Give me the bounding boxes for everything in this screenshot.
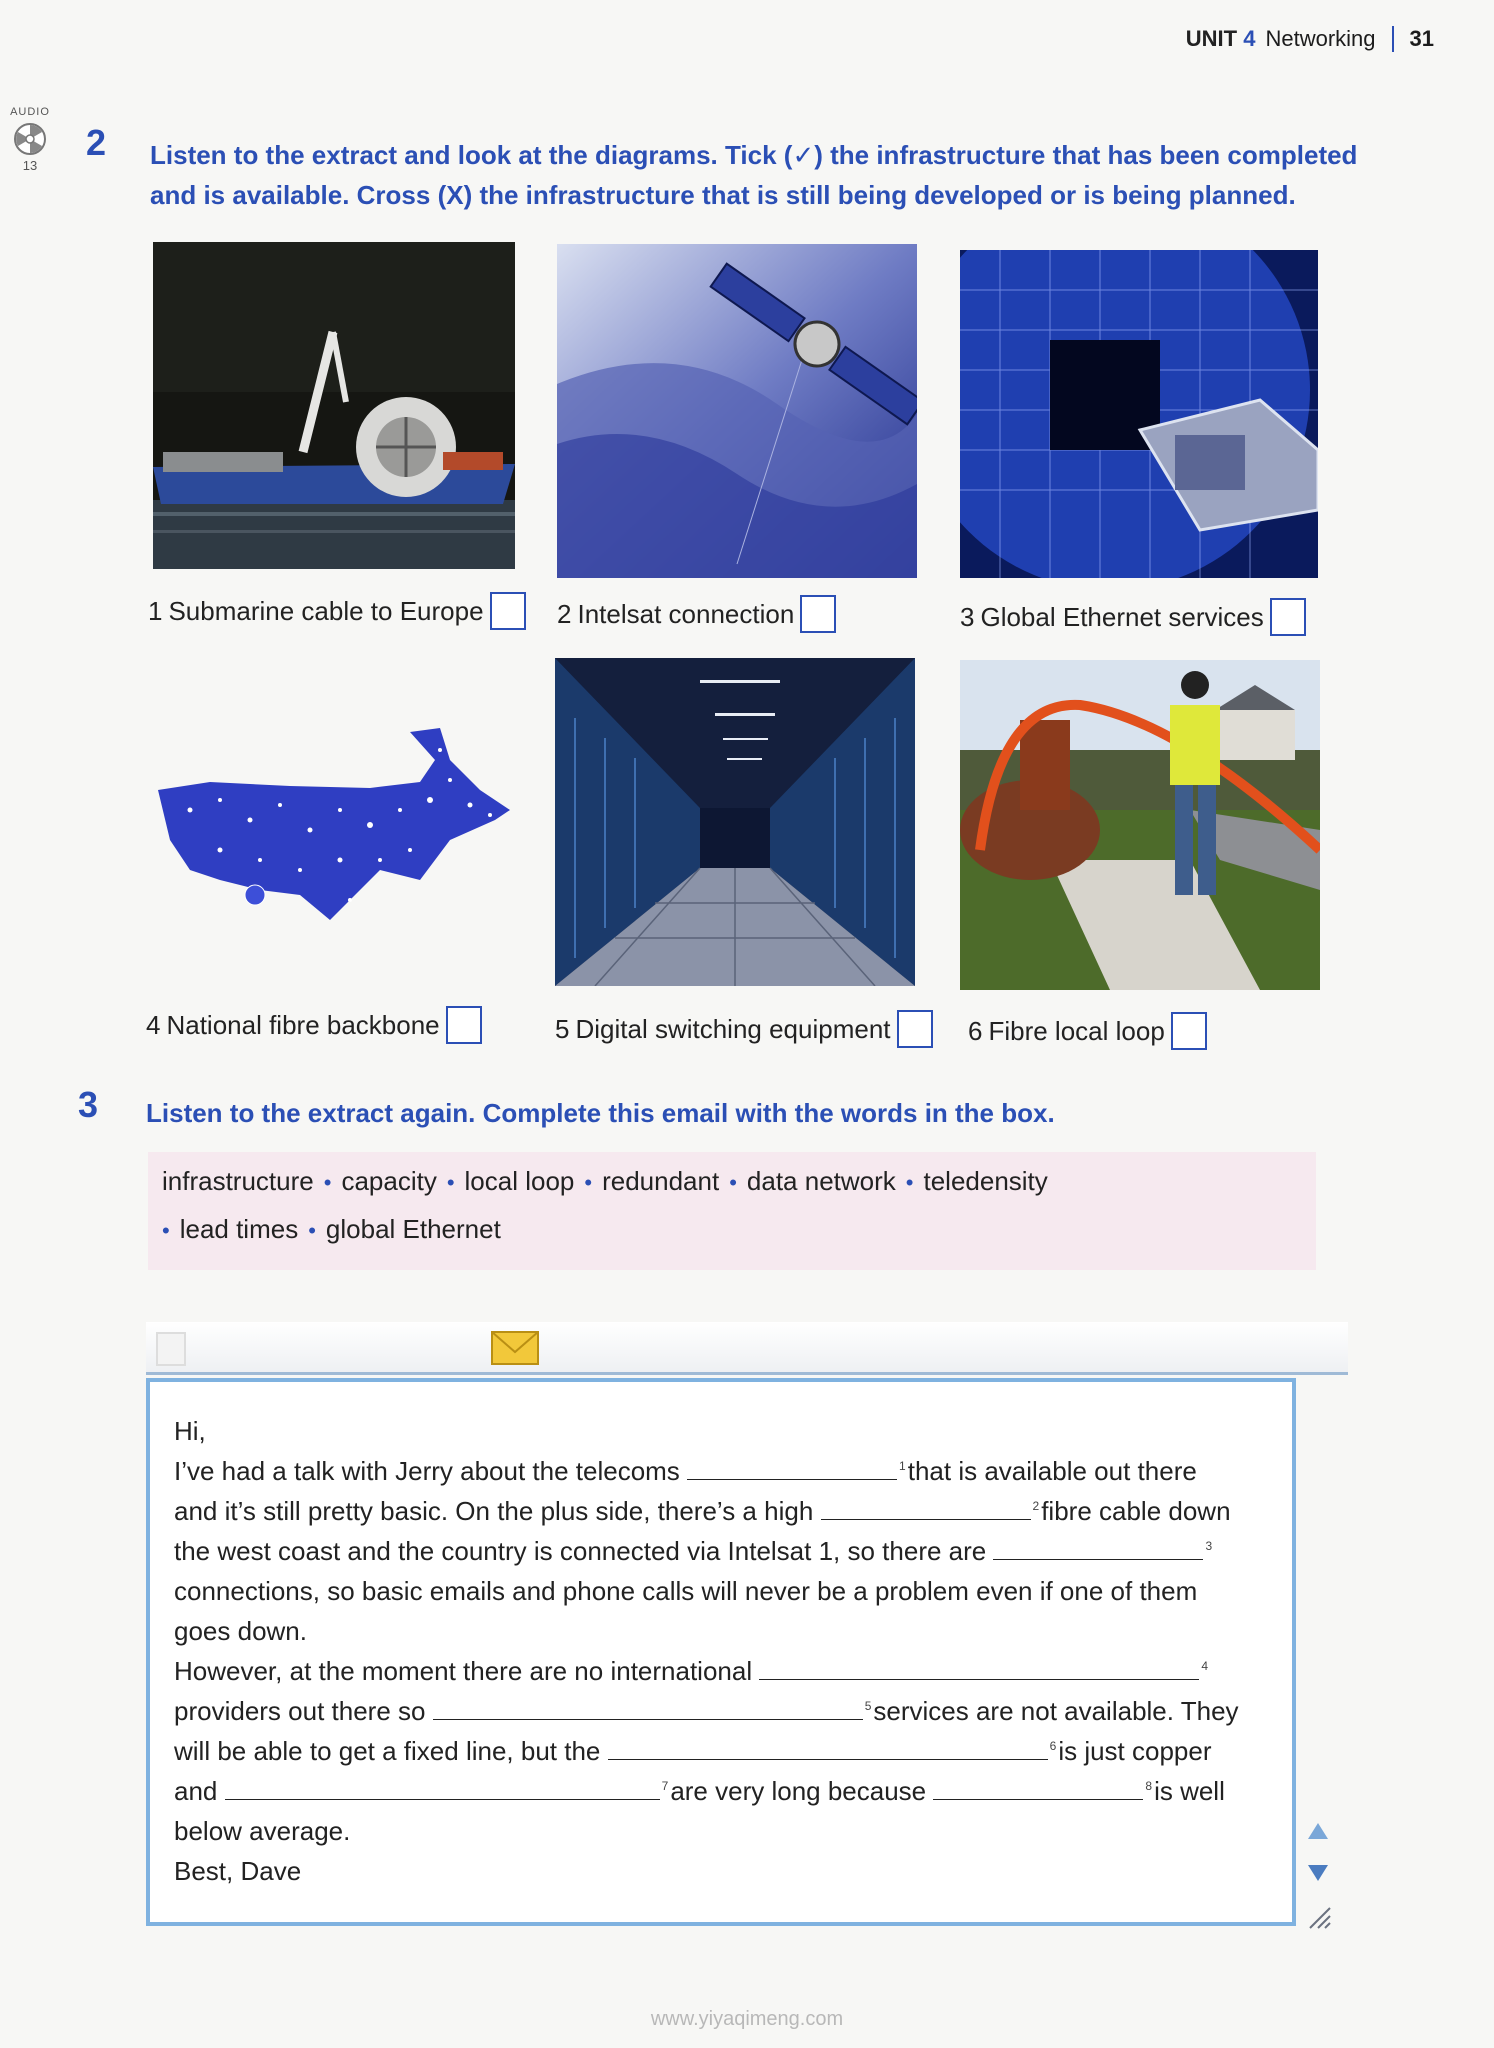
word-lead-times: lead times — [179, 1214, 299, 1244]
email-line-10: below average. — [174, 1816, 351, 1846]
email-line-7: providers out there so $^5$services are not available. They — [174, 1696, 1239, 1726]
email-line-6: However, at the moment there are no international $^4$ — [174, 1656, 1209, 1686]
item-1-tickbox[interactable] — [490, 592, 526, 630]
email-window — [146, 1322, 1348, 1940]
item-3-caption — [960, 598, 1306, 636]
audio-label: AUDIO — [10, 106, 50, 118]
gap-8-blank[interactable] — [933, 1777, 1143, 1800]
header-divider — [1392, 26, 1394, 52]
email-line-2: and it’s still pretty basic. On the plus side, there’s a high $^2$fibre cable down — [174, 1496, 1231, 1526]
photo-fibre-local-loop — [960, 660, 1320, 990]
photo-submarine-cable-ship — [153, 242, 515, 569]
item-2-label: Intelsat connection — [577, 598, 795, 629]
photo-us-fibre-map — [150, 720, 520, 920]
word-teledensity: teledensity — [923, 1166, 1048, 1196]
audio-track-number: 13 — [22, 158, 38, 173]
email-signoff: Best, Dave — [174, 1856, 302, 1886]
item-2-tickbox[interactable] — [800, 595, 836, 633]
item-3-number: 3 — [960, 601, 975, 632]
page-number: 31 — [1409, 26, 1434, 51]
word-local-loop: local loop — [464, 1166, 575, 1196]
word-capacity: capacity — [341, 1166, 437, 1196]
scroll-down-icon[interactable] — [1306, 1862, 1330, 1884]
gap-2-blank[interactable] — [821, 1497, 1031, 1520]
item-4-tickbox[interactable] — [446, 1006, 482, 1044]
gap-5-blank[interactable] — [433, 1697, 863, 1720]
exercise-2-instruction-line-2: and is available. Cross (X) the infrastructure that is still being developed or is being planned. — [150, 180, 1296, 210]
email-line-1: I’ve had a talk with Jerry about the telecoms $^1$that is available out there — [174, 1456, 1197, 1486]
item-6-number: 6 — [968, 1015, 983, 1046]
gap-4-blank[interactable] — [759, 1657, 1199, 1680]
email-line-4: connections, so basic emails and phone calls will never be a problem even if one of them — [174, 1576, 1198, 1606]
email-toolbar-button[interactable] — [156, 1332, 186, 1366]
photo-intelsat-satellite — [557, 244, 917, 578]
email-greeting: Hi, — [174, 1416, 206, 1446]
gap-1-blank[interactable] — [687, 1457, 897, 1480]
gap-7-blank[interactable] — [225, 1777, 660, 1800]
item-1-caption — [148, 592, 526, 630]
exercise-2-number: 2 — [86, 122, 107, 163]
item-1-number: 1 — [148, 595, 163, 626]
email-line-3: the west coast and the country is connected via Intelsat 1, so there are $^3$ — [174, 1536, 1213, 1566]
item-5-number: 5 — [555, 1013, 570, 1044]
scroll-up-icon[interactable] — [1306, 1820, 1330, 1842]
exercise-3-number: 3 — [78, 1084, 99, 1125]
exercise-2-instruction-line-1: Listen to the extract and look at the diagrams. Tick (✓) the infrastructure that has been completed — [150, 140, 1358, 170]
audio-badge[interactable] — [10, 106, 50, 173]
email-line-9: and $^7$are very long because $^8$is well — [174, 1776, 1225, 1806]
email-line-5: goes down. — [174, 1616, 307, 1646]
word-box-line-1: infrastructure • capacity • local loop • redundant • data network • teledensity — [162, 1166, 1048, 1196]
item-5-tickbox[interactable] — [897, 1010, 933, 1048]
word-redundant: redundant — [602, 1166, 720, 1196]
resize-grip-icon[interactable] — [1306, 1904, 1332, 1930]
item-3-tickbox[interactable] — [1270, 598, 1306, 636]
word-infrastructure: infrastructure — [162, 1166, 314, 1196]
gap-6-blank[interactable] — [608, 1737, 1048, 1760]
audio-cd-icon — [13, 122, 47, 156]
word-box-line-2: • lead times • global Ethernet — [162, 1214, 501, 1244]
watermark-footer: www.yiyaqimeng.com — [650, 2008, 844, 2030]
word-data-network: data network — [746, 1166, 896, 1196]
item-4-label: National fibre backbone — [166, 1009, 440, 1040]
email-line-8: will be able to get a fixed line, but the $^6$is just copper — [174, 1736, 1212, 1766]
word-global-ethernet: global Ethernet — [325, 1214, 501, 1244]
envelope-icon[interactable] — [490, 1330, 540, 1366]
exercise-3-instruction: Listen to the extract again. Complete this email with the words in the box. — [146, 1098, 1055, 1128]
photo-digital-switching-equipment — [555, 658, 915, 986]
section-title: Networking — [1265, 26, 1376, 51]
word-box — [148, 1152, 1316, 1270]
email-body[interactable] — [146, 1378, 1296, 1926]
item-5-caption — [555, 1010, 933, 1048]
photo-global-ethernet — [960, 250, 1318, 578]
item-5-label: Digital switching equipment — [575, 1013, 891, 1044]
item-2-caption — [557, 595, 836, 633]
item-6-tickbox[interactable] — [1171, 1012, 1207, 1050]
item-2-number: 2 — [557, 598, 572, 629]
item-4-number: 4 — [146, 1009, 161, 1040]
item-1-label: Submarine cable to Europe — [168, 595, 484, 626]
unit-label: UNIT 4 — [1185, 26, 1256, 51]
page-header — [1186, 26, 1434, 52]
item-3-label: Global Ethernet services — [980, 601, 1264, 632]
gap-3-blank[interactable] — [993, 1537, 1203, 1560]
item-4-caption — [146, 1006, 482, 1044]
email-toolbar — [146, 1322, 1348, 1375]
item-6-label: Fibre local loop — [988, 1015, 1165, 1046]
item-6-caption — [968, 1012, 1207, 1050]
